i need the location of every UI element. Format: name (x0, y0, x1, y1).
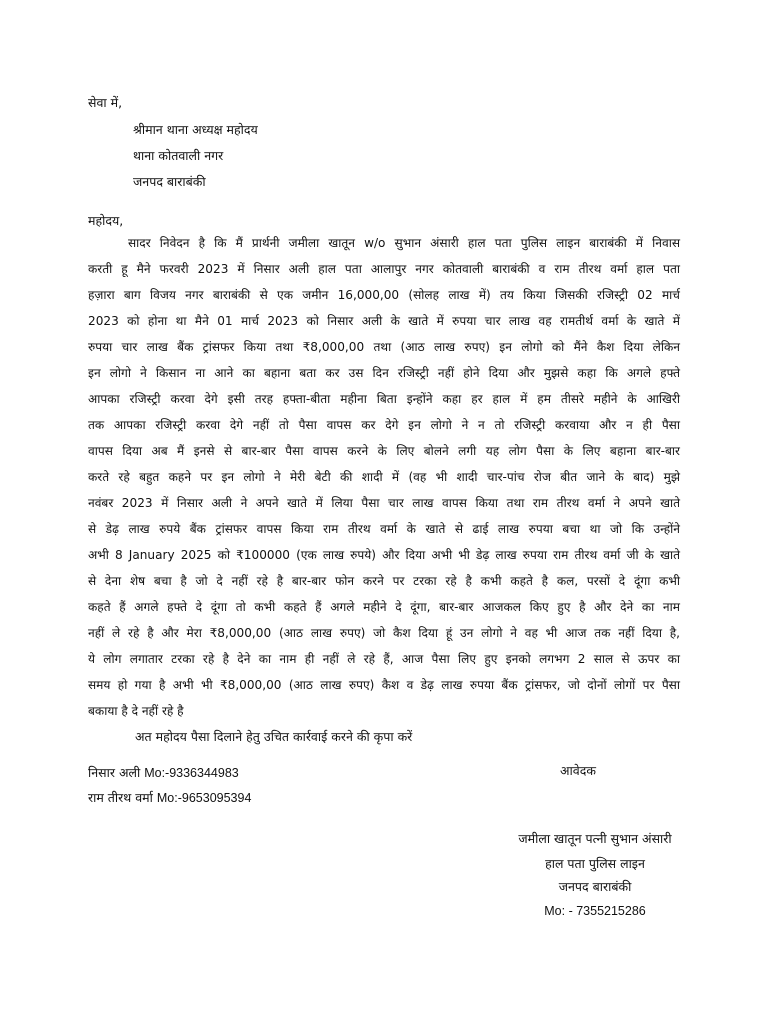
body-line: से देना शेष बचा है जो दे नहीं रहे है बार-बार फोन करने पर टरका रहे है कभी कहते है कल, परसों दे दूंगा कभी (88, 574, 680, 588)
body-line: करती हू मैने फरवरी 2023 में निसार अली हाल पता आलापुर नगर कोतवाली बाराबंकी व राम तीरथ वर्मा हाल पता (88, 262, 680, 276)
address-line-station: थाना कोतवाली नगर (133, 148, 224, 163)
salutation-to: सेवा में, (88, 95, 123, 110)
body-line: से डेढ़ लाख रुपये बैंक ट्रांसफर वापस किया राम तीरथ वर्मा के खाते से ढाई लाख रुपया बचा था जो कि उन्होंने (88, 522, 680, 536)
contact-phone: 9336344983 (169, 766, 239, 780)
body-line: बकाया है दे नहीं रहे है (88, 704, 184, 718)
body-line: तक आपका रजिस्ट्री करवा देगे नहीं तो पैसा वापस कर देगे इन लोगो ने न तो रजिस्ट्री करवाया और न ही पैसा (88, 418, 680, 432)
address-line-officer: श्रीमान थाना अध्यक्ष महोदय (133, 122, 258, 137)
body-line: 2023 को होना था मैने 01 मार्च 2023 को निसार अली के खाते में रुपया चार लाख वह रामतीर्थ वर्मा के खाते में (88, 314, 680, 328)
signature-name: जमीला खातून पत्नी सुभान अंसारी (518, 831, 672, 846)
address-line-district: जनपद बाराबंकी (133, 174, 206, 189)
contact-name: राम तीरथ वर्मा (88, 790, 153, 805)
body-line: समय हो गया है अभी भी ₹8,000,00 (आठ लाख रुपए) कैश व डेढ़ लाख रुपया बैंक ट्रांसफर, जो दोनों लोगों पर पैसा (88, 678, 680, 692)
signature-mobile: Mo: - 7355215286 (544, 904, 646, 918)
signature-district: जनपद बाराबंकी (558, 879, 632, 894)
body-line: हज़ारा बाग विजय नगर बाराबंकी से एक जमीन 16,000,00 (सोलह लाख में) तय किया जिसकी रजिस्ट्री 02 मार्च (88, 288, 680, 302)
body-line: अभी 8 January 2025 को ₹100000 (एक लाख रुपये) और दिया अभी भी डेढ़ लाख रुपया राम तीरथ वर्मा जी के खाते (88, 548, 680, 562)
body-line: इन लोगो ने किसान ना आने का बहाना बता कर उस दिन रजिस्ट्री नहीं होने दिया और मुझसे कहा कि अगले हफ्ते (88, 366, 680, 380)
body-line: कहते हैं अगले हफ्ते दे दूंगा तो कभी कहते हैं अगले महीने दे दूंगा, बार-बार आजकल किए हुए है और देने का नाम (88, 600, 680, 614)
contact-mo-label: Mo:- (144, 766, 170, 780)
contact-mo-label: Mo:- (156, 791, 182, 805)
body-line: सादर निवेदन है कि मैं प्रार्थनी जमीला खातून w/o सुभान अंसारी हाल पता पुलिस लाइन बाराबंकी में निवास (128, 236, 680, 250)
body-line: ये लोग लगातार टरका रहे है देने का नाम ही नहीं ले रहे हैं, आज पैसा लिए हुए इनको लगभग 2 साल से ऊपर का (88, 652, 680, 666)
body-line: नहीं ले रहे है और मेरा ₹8,000,00 (आठ लाख रुपए) जो कैश दिया हूं उन लोगो ने वह भी आज तक नहीं दिया है, (88, 626, 681, 640)
request-line: अत महोदय पैसा दिलाने हेतु उचित कार्रवाई करने की कृपा करें (135, 729, 413, 744)
body-line: आपका रजिस्ट्री करवा देगे इसी तरह हफ्ता-बीता महीना बिता इन्होंने कहा हर हाल में हम तीसरे महीने के आखिरी (88, 392, 680, 406)
contact-nisar (88, 765, 239, 781)
greeting: महोदय, (88, 213, 124, 228)
body-line: रुपया चार लाख बैंक ट्रांसफर किया तथा ₹8,000,00 तथा (आठ लाख रुपए) इन लोगो को मैंने कैश दिया लेकिन (88, 340, 680, 354)
body-line: करते रहे बहुत कहने पर इन लोगो ने मेरी बेटी की शादी में (वह भी शादी चार-पांच रोज बीत जाने के बाद) मुझे (88, 470, 680, 484)
body-line: नवंबर 2023 में निसार अली ने अपने खाते में लिया पैसा चार लाख वापस किया तथा राम तीरथ वर्मा ने अपने खाते (88, 496, 680, 510)
contact-phone: 9653095394 (181, 791, 252, 805)
contact-name: निसार अली (88, 765, 141, 780)
body-line: वापस दिया अब मैं इनसे से बार-बार पैसा वापस करने के लिए बोलने लगी यह लोग पैसा के लिए बहाना बार-बार (88, 444, 680, 458)
signature-address: हाल पता पुलिस लाइन (545, 856, 645, 871)
contact-ram (88, 790, 251, 806)
applicant-label: आवेदक (560, 763, 596, 778)
